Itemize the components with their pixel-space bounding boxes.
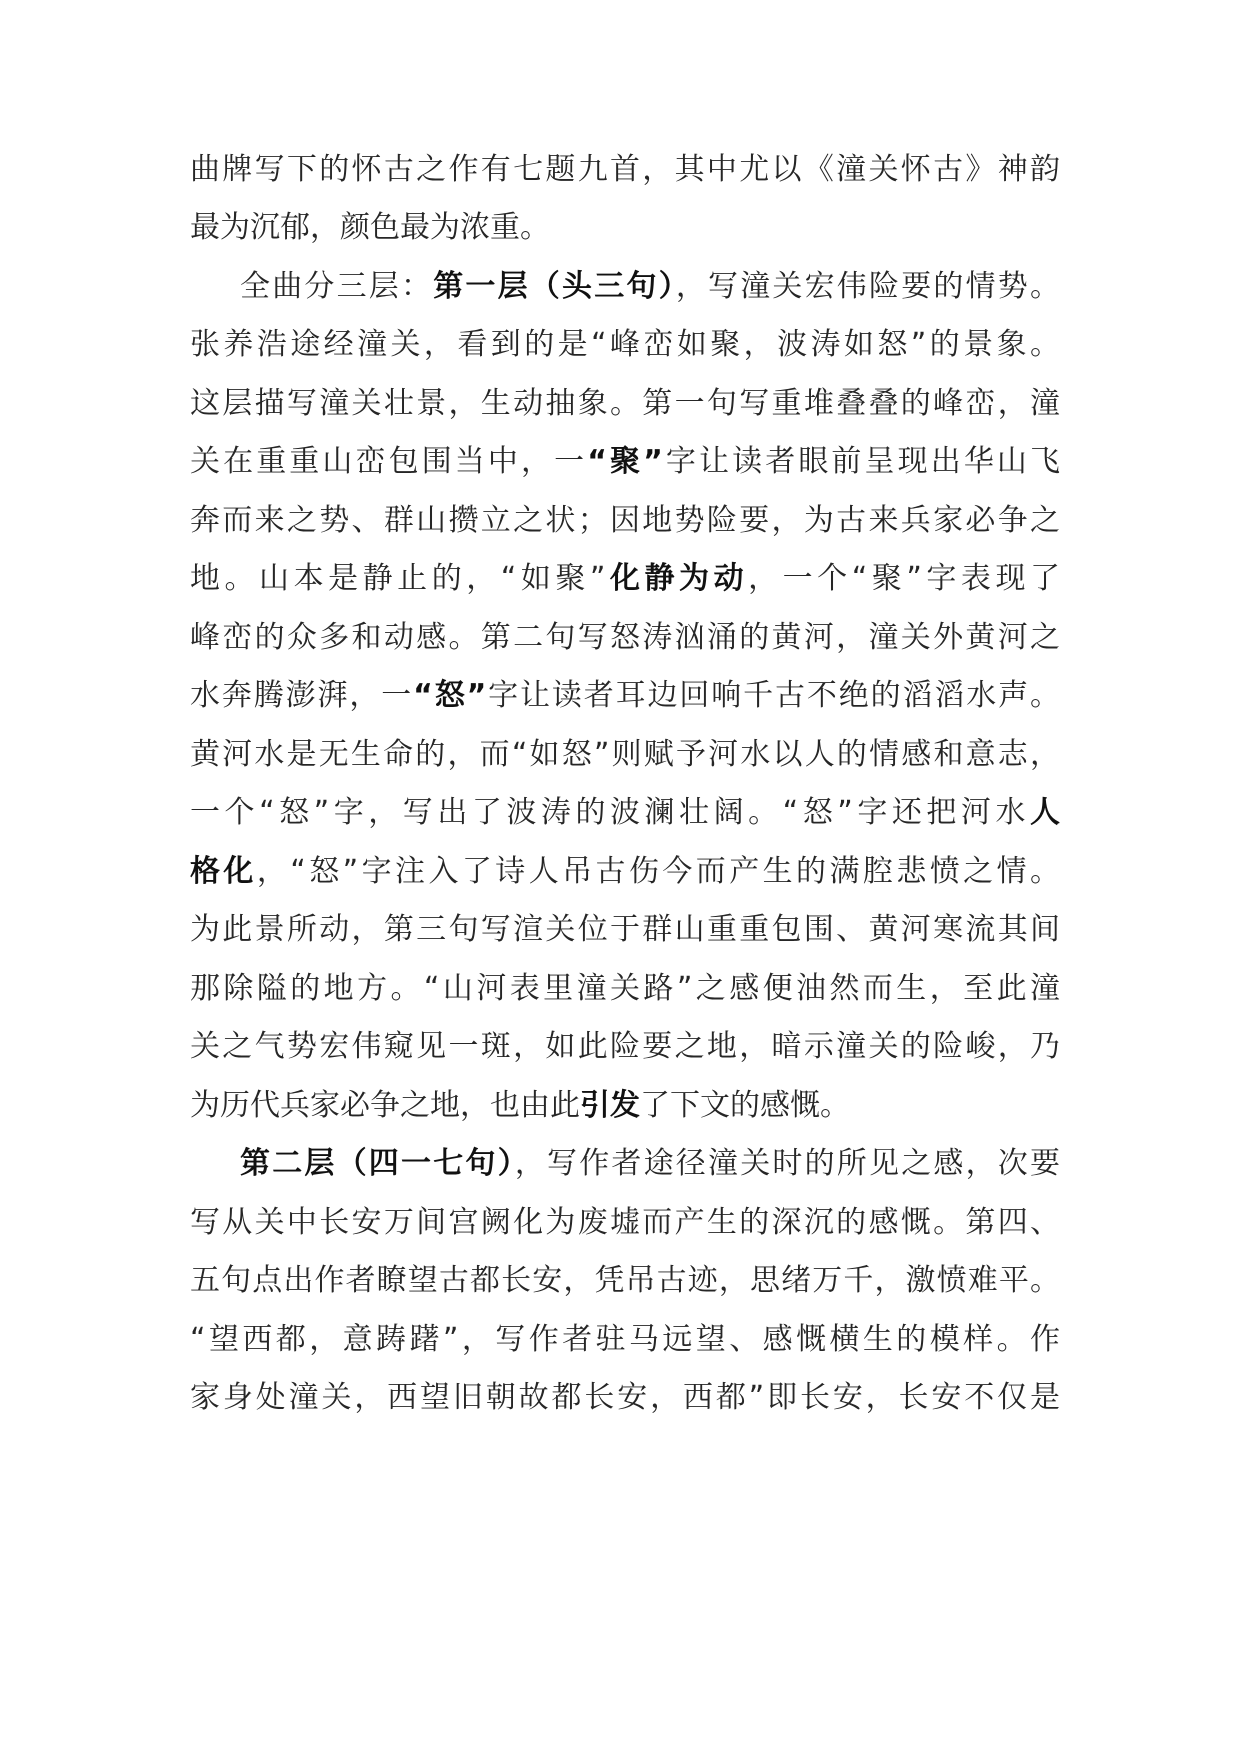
text-line [190, 664, 1060, 728]
text-segment: 家身处潼关，西望旧朝故都长安，西都”即长安，长安不仅是 [190, 1380, 1060, 1415]
text-segment: 了下文的感慨。 [640, 1088, 850, 1123]
text-segment: 全曲分三层： [240, 269, 434, 304]
text-line [190, 489, 1060, 553]
bold-text-segment: 引发 [580, 1088, 640, 1123]
text-segment: 一个“怒”字，写出了波涛的波澜壮阔。“怒”字还把河水 [190, 795, 1030, 830]
text-segment: 奔而来之势、群山攒立之状；因地势险要，为古来兵家必争之 [190, 503, 1060, 538]
text-line [240, 255, 1060, 319]
text-line [190, 1249, 1060, 1313]
text-line [190, 196, 1060, 260]
text-line [190, 372, 1060, 436]
text-line [190, 957, 1060, 1021]
text-line [190, 313, 1060, 377]
bold-text-segment: 第一层（头三句） [433, 269, 676, 304]
bold-text-segment: 第二层（四一七句） [240, 1146, 515, 1181]
text-line [190, 1074, 1060, 1138]
text-line [190, 1191, 1060, 1255]
text-line [190, 547, 1060, 611]
text-segment: 字让读者眼前呈现出华山飞 [662, 444, 1061, 479]
text-segment: 曲牌写下的怀古之作有七题九首，其中尤以《潼关怀古》神韵 [190, 152, 1060, 187]
text-segment: ，写作者途径潼关时的所见之感，次要 [514, 1146, 1061, 1181]
bold-text-segment: “聚” [587, 444, 663, 479]
text-segment: 最为沉郁，颜色最为浓重。 [190, 210, 550, 245]
text-segment: ，一个“聚”字表现了 [748, 561, 1060, 596]
text-line [190, 723, 1060, 787]
text-segment: 关之气势宏伟窥见一斑，如此险要之地，暗示潼关的险峻，乃 [190, 1029, 1060, 1064]
text-segment: 峰峦的众多和动感。第二句写怒涛汹涌的黄河，潼关外黄河之 [190, 620, 1060, 655]
text-line [190, 606, 1060, 670]
text-segment: 水奔腾澎湃，一 [190, 678, 414, 713]
text-segment: 这层描写潼关壮景，生动抽象。第一句写重堆叠叠的峰峦，潼 [190, 386, 1060, 421]
text-line [190, 898, 1060, 962]
text-segment: 字让读者耳边回响千古不绝的滔滔水声。 [486, 678, 1061, 713]
text-segment: ，“怒”字注入了诗人吊古伤今而产生的满腔悲愤之情。 [256, 854, 1060, 889]
text-line [240, 1132, 1060, 1196]
bold-text-segment: 人 [1030, 795, 1060, 830]
text-segment: 为历代兵家必争之地，也由此 [190, 1088, 580, 1123]
text-line [190, 840, 1060, 904]
bold-text-segment: 格化 [190, 854, 257, 889]
text-line [190, 1015, 1060, 1079]
bold-text-segment: 化静为动 [605, 561, 749, 596]
text-line [190, 1308, 1060, 1372]
text-segment: 五句点出作者瞭望古都长安，凭吊古迹，思绪万千，激愤难平。 [190, 1263, 1060, 1298]
text-segment: 为此景所动，第三句写渲关位于群山重重包围、黄河寒流其间 [190, 912, 1060, 947]
text-segment: 张养浩途经潼关，看到的是“峰峦如聚，波涛如怒”的景象。 [190, 327, 1060, 362]
text-line [190, 430, 1060, 494]
text-segment: 写从关中长安万间宫阙化为废墟而产生的深沉的感慨。第四、 [190, 1205, 1060, 1240]
text-segment: ，写潼关宏伟险要的情势。 [675, 269, 1061, 304]
text-segment: 黄河水是无生命的，而“如怒”则赋予河水以人的情感和意志， [190, 737, 1060, 772]
text-segment: 那除隘的地方。“山河表里潼关路”之感便油然而生，至此潼 [190, 971, 1060, 1006]
text-line [190, 781, 1060, 845]
text-segment: 地。山本是静止的，“如聚” [190, 561, 606, 596]
text-segment: 关在重重山峦包围当中，一 [190, 444, 588, 479]
text-line [190, 1366, 1060, 1430]
bold-text-segment: “怒” [413, 678, 487, 713]
text-segment: “望西都，意踌躇”，写作者驻马远望、感慨横生的模样。作 [190, 1322, 1060, 1357]
text-line [190, 138, 1060, 202]
